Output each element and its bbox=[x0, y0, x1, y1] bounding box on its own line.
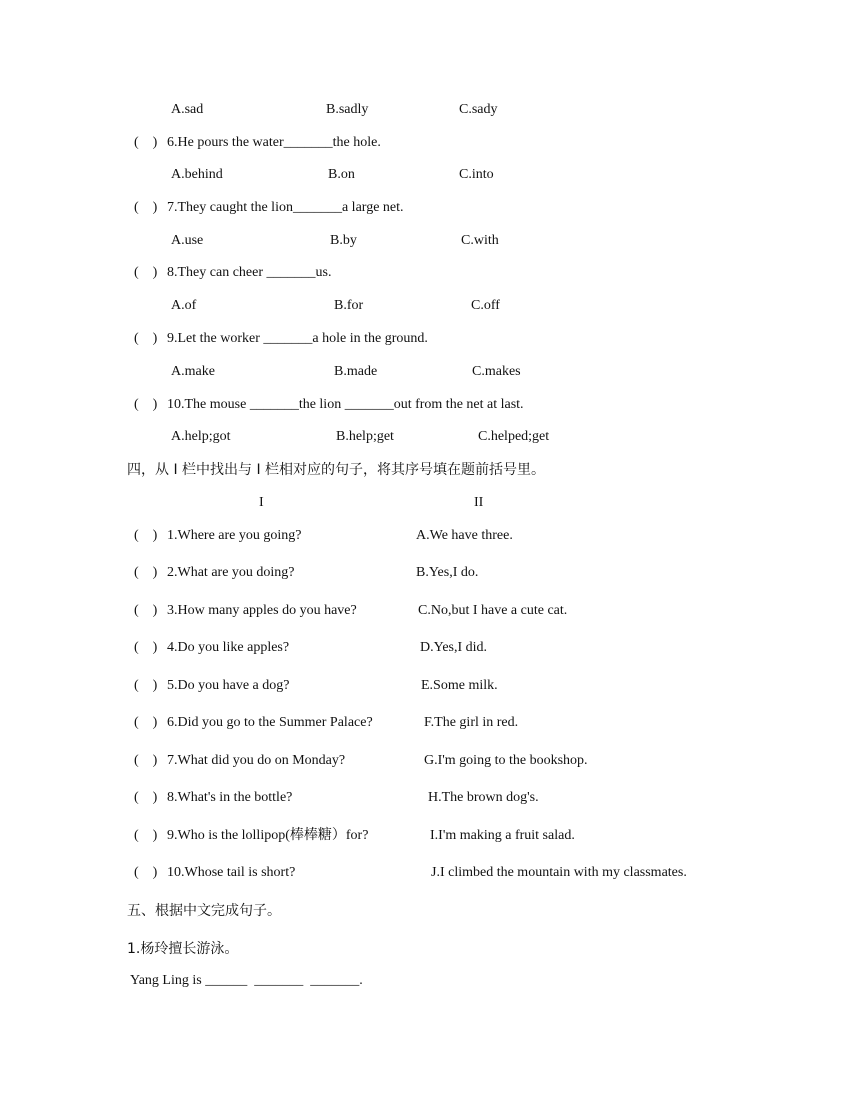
q10-answer-bracket[interactable]: ( ) bbox=[134, 397, 158, 412]
q9-option-c: C.makes bbox=[472, 364, 521, 379]
q5-option-b: B.sadly bbox=[326, 102, 369, 117]
q7-text: 7.They caught the lion_______a large net. bbox=[167, 200, 404, 215]
match-d-answer: D.Yes,I did. bbox=[420, 640, 488, 655]
match-f-answer: F.The girl in red. bbox=[424, 715, 519, 730]
match-9-bracket[interactable]: ( ) bbox=[134, 828, 158, 843]
q9-option-b: B.made bbox=[334, 364, 378, 379]
q10-option-b: B.help;get bbox=[336, 429, 394, 444]
match-4-question: 4.Do you like apples? bbox=[167, 640, 290, 655]
match-8-bracket[interactable]: ( ) bbox=[134, 790, 158, 805]
match-i-answer: I.I'm making a fruit salad. bbox=[430, 828, 575, 843]
match-5-bracket[interactable]: ( ) bbox=[134, 678, 158, 693]
q10-text: 10.The mouse _______the lion _______out from the net at last. bbox=[167, 397, 524, 412]
match-10-bracket[interactable]: ( ) bbox=[134, 865, 158, 880]
match-8-question: 8.What's in the bottle? bbox=[167, 790, 293, 805]
match-5-question: 5.Do you have a dog? bbox=[167, 678, 290, 693]
q7-option-b: B.by bbox=[330, 233, 357, 248]
match-4-bracket[interactable]: ( ) bbox=[134, 640, 158, 655]
match-6-bracket[interactable]: ( ) bbox=[134, 715, 158, 730]
q5-option-c: C.sady bbox=[459, 102, 498, 117]
q8-option-b: B.for bbox=[334, 298, 364, 313]
match-a-answer: A.We have three. bbox=[416, 528, 513, 543]
match-g-answer: G.I'm going to the bookshop. bbox=[424, 753, 588, 768]
q8-text: 8.They can cheer _______us. bbox=[167, 265, 332, 280]
q10-option-a: A.help;got bbox=[171, 429, 231, 444]
q5-option-a: A.sad bbox=[171, 102, 204, 117]
q9-text: 9.Let the worker _______a hole in the ground. bbox=[167, 331, 428, 346]
column-ii-header: II bbox=[474, 495, 484, 510]
q9-option-a: A.make bbox=[171, 364, 215, 379]
q6-option-b: B.on bbox=[328, 167, 355, 182]
match-7-question: 7.What did you do on Monday? bbox=[167, 753, 346, 768]
column-i-header: I bbox=[259, 495, 264, 510]
q7-option-a: A.use bbox=[171, 233, 204, 248]
match-1-question: 1.Where are you going? bbox=[167, 528, 302, 543]
section5-heading: 五、根据中文完成句子。 bbox=[127, 903, 281, 919]
match-c-answer: C.No,but I have a cute cat. bbox=[418, 603, 568, 618]
match-e-answer: E.Some milk. bbox=[421, 678, 498, 693]
q8-option-a: A.of bbox=[171, 298, 197, 313]
section5-q1-answer-line[interactable]: Yang Ling is ______ _______ _______. bbox=[130, 973, 363, 988]
match-3-question: 3.How many apples do you have? bbox=[167, 603, 357, 618]
q7-answer-bracket[interactable]: ( ) bbox=[134, 200, 158, 215]
q9-answer-bracket[interactable]: ( ) bbox=[134, 331, 158, 346]
section5-q1-prompt: 1.杨玲擅长游泳。 bbox=[127, 941, 239, 957]
q6-option-a: A.behind bbox=[171, 167, 223, 182]
match-3-bracket[interactable]: ( ) bbox=[134, 603, 158, 618]
match-7-bracket[interactable]: ( ) bbox=[134, 753, 158, 768]
q7-option-c: C.with bbox=[461, 233, 499, 248]
match-2-question: 2.What are you doing? bbox=[167, 565, 295, 580]
match-2-bracket[interactable]: ( ) bbox=[134, 565, 158, 580]
match-1-bracket[interactable]: ( ) bbox=[134, 528, 158, 543]
q8-answer-bracket[interactable]: ( ) bbox=[134, 265, 158, 280]
section4-heading: 四，从 I 栏中找出与 I 栏相对应的句子，将其序号填在题前括号里。 bbox=[127, 462, 546, 478]
q6-answer-bracket[interactable]: ( ) bbox=[134, 135, 158, 150]
match-6-question: 6.Did you go to the Summer Palace? bbox=[167, 715, 373, 730]
match-b-answer: B.Yes,I do. bbox=[416, 565, 479, 580]
q6-option-c: C.into bbox=[459, 167, 494, 182]
q6-text: 6.He pours the water_______the hole. bbox=[167, 135, 381, 150]
match-10-question: 10.Whose tail is short? bbox=[167, 865, 296, 880]
match-j-answer: J.I climbed the mountain with my classmates. bbox=[431, 865, 687, 880]
q10-option-c: C.helped;get bbox=[478, 429, 550, 444]
match-h-answer: H.The brown dog's. bbox=[428, 790, 539, 805]
q8-option-c: C.off bbox=[471, 298, 500, 313]
match-9-question: 9.Who is the lollipop(棒棒糖）for? bbox=[167, 828, 369, 843]
